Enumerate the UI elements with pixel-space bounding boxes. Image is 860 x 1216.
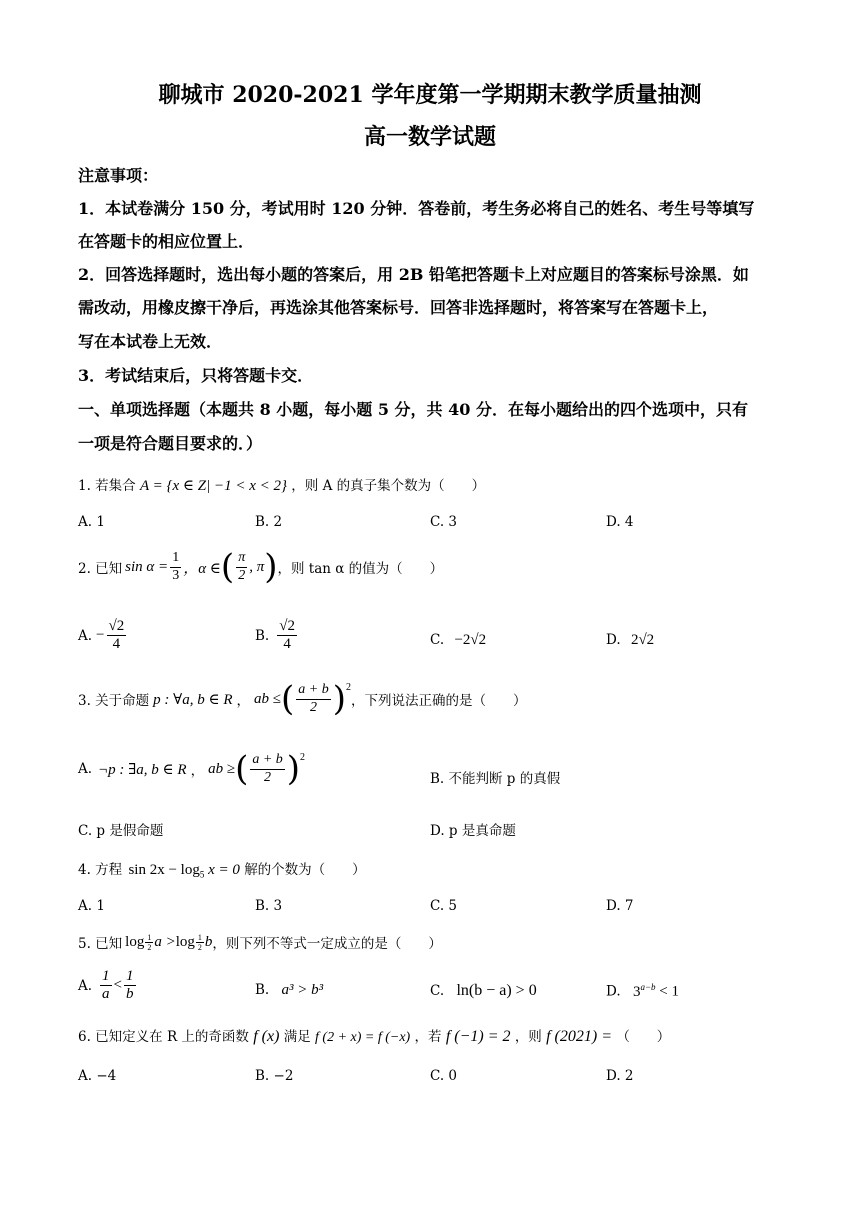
question-5-suffix: ，则下列不等式一定成立的是（ ） xyxy=(212,936,442,952)
question-3-math: p : ∀a, b ∈ R xyxy=(153,691,233,708)
question-3-option-a-math: ¬p : ∃a, b ∈ R xyxy=(98,761,187,778)
question-5-option-c xyxy=(430,982,537,1000)
question-6 xyxy=(78,1025,670,1046)
question-6-option-b: B. −2 xyxy=(255,1068,294,1084)
question-6-suffix: （ ） xyxy=(616,1029,671,1045)
question-5-option-d-tail: < 1 xyxy=(655,983,679,1000)
question-4-option-b: B. 3 xyxy=(255,898,283,914)
exam-title: 聊城市 2020-2021 学年度第一学期期末教学质量抽测 xyxy=(158,82,702,108)
question-3-option-a-power: 2 xyxy=(300,752,306,763)
question-5-option-c-label: C. xyxy=(430,983,445,999)
question-5-log-2-base-den: 2 xyxy=(197,942,202,952)
question-5-log-1-base-num: 1 xyxy=(147,932,152,942)
question-3-prefix: 3. 关于命题 xyxy=(78,693,150,709)
question-6-math-4: f (2021) = xyxy=(546,1028,613,1045)
question-5-option-a-lt: < xyxy=(113,977,123,994)
question-1-math: A = {x ∈ Z| −1 < x < 2} xyxy=(139,478,287,494)
question-3-option-c: C. p 是假命题 xyxy=(78,823,164,839)
question-3-option-a-comma: ， xyxy=(190,763,205,779)
notice-item-1-line-1: 1．本试卷满分 150 分，考试用时 120 分钟．答卷前，考生务必将自己的姓名、考生号等填写 xyxy=(78,199,755,218)
question-2-option-b-den: 4 xyxy=(283,636,291,653)
question-3-option-d: D. p 是真命题 xyxy=(430,823,516,839)
question-2-option-a-fraction xyxy=(107,618,127,654)
question-1-option-a: A. 1 xyxy=(78,514,105,530)
question-2-option-a-minus: − xyxy=(96,627,105,644)
question-3-math-2: ab ≤ xyxy=(254,690,281,707)
question-4-prefix: 4. 方程 xyxy=(78,862,123,878)
question-3-option-a-left-paren: ( xyxy=(235,749,249,789)
exam-subtitle: 高一数学试题 xyxy=(363,124,496,150)
question-5-option-a-den-1: a xyxy=(102,986,110,1003)
question-5-option-c-value: ln(b − a) > 0 xyxy=(456,982,537,999)
question-5-log-1: log xyxy=(125,933,145,950)
question-6-option-d: D. 2 xyxy=(606,1068,634,1084)
question-2-option-b-label: B. xyxy=(255,627,270,644)
question-5-option-d xyxy=(606,982,679,1001)
question-3-suffix: ，下列说法正确的是（ ） xyxy=(350,693,527,709)
question-1-option-d: D. 4 xyxy=(606,514,634,530)
question-4 xyxy=(78,858,366,880)
question-2-alpha-in: ，α ∈ xyxy=(183,560,221,577)
question-1-prefix: 1. 若集合 xyxy=(78,478,136,494)
question-5-option-b-value: a³ > b³ xyxy=(281,982,324,998)
question-4-suffix: 解的个数为（ ） xyxy=(244,862,366,878)
question-5-option-a-frac-1 xyxy=(100,968,112,1004)
question-6-math-1: f (x) xyxy=(253,1028,280,1045)
question-3-frac-num: a + b xyxy=(296,682,330,699)
question-2-left-paren: ( xyxy=(220,547,235,587)
question-3-left-paren: ( xyxy=(280,679,295,719)
section-1-heading-line-1: 一、单项选择题（本题共 8 小题，每小题 5 分，共 40 分．在每小题给出的四个选项中，只有 xyxy=(78,400,748,419)
question-6-option-c: C. 0 xyxy=(430,1068,458,1084)
question-2-option-b xyxy=(255,618,299,654)
question-6-math-2: f (2 + x) = f (−x) xyxy=(315,1030,411,1045)
question-3-option-a xyxy=(78,749,306,789)
question-5-option-a xyxy=(78,968,138,1004)
question-2-option-a-num: √2 xyxy=(107,618,127,636)
question-3 xyxy=(78,679,527,719)
question-2-option-d-value: 2√2 xyxy=(630,632,655,648)
question-3-option-a-math-2: ab ≥ xyxy=(208,760,236,777)
notice-item-3: 3．考试结束后，只将答题卡交． xyxy=(78,366,314,385)
question-2-pi-den: 2 xyxy=(238,567,246,583)
question-4-math-tail: x = 0 xyxy=(204,862,240,878)
question-4-option-c: C. 5 xyxy=(430,898,458,914)
question-3-option-a-frac-num: a + b xyxy=(250,752,284,769)
question-2-option-b-fraction xyxy=(277,618,297,654)
question-5-var-b: b xyxy=(204,933,213,950)
notice-heading: 注意事项： xyxy=(78,166,159,185)
question-5 xyxy=(78,932,442,952)
question-4-log-base: 5 xyxy=(199,869,205,880)
question-6-math-3: f (−1) = 2 xyxy=(445,1028,511,1045)
question-3-fraction xyxy=(296,682,330,715)
question-2-pi-num: π xyxy=(236,550,247,567)
notice-item-1-line-2: 在答题卡的相应位置上． xyxy=(78,232,255,251)
question-2-fraction xyxy=(170,550,181,583)
question-6-option-a: A. −4 xyxy=(78,1068,117,1084)
question-5-log-2: log xyxy=(175,933,195,950)
question-5-option-d-base: 3 xyxy=(632,983,641,1000)
question-4-option-d: D. 7 xyxy=(606,898,634,914)
section-1-heading-line-2: 一项是符合题目要求的．） xyxy=(78,434,263,453)
question-5-option-a-num-1: 1 xyxy=(100,968,112,986)
question-5-option-a-frac-2 xyxy=(124,968,136,1004)
question-2-sin: sin α = xyxy=(125,558,169,575)
question-3-right-paren: ) xyxy=(332,679,346,719)
question-4-math: sin 2x − log xyxy=(128,862,200,878)
question-5-var-a: a > xyxy=(154,933,176,950)
question-2-pi-tail: , π xyxy=(249,558,265,575)
question-3-comma: ， xyxy=(236,693,250,709)
question-6-mid-3: ，则 xyxy=(514,1029,542,1045)
question-2-option-d xyxy=(606,632,654,649)
question-2-option-c-value: −2√2 xyxy=(454,632,487,648)
question-5-option-a-label: A. xyxy=(78,977,93,994)
question-2-prefix: 2. 已知 xyxy=(78,561,123,577)
question-2-option-a-label: A. xyxy=(78,627,93,644)
question-2 xyxy=(78,547,444,587)
notice-item-2-line-1: 2．回答选择题时，选出每小题的答案后，用 2B 铅笔把答题卡上对应题目的答案标号涂黑．如 xyxy=(78,265,749,284)
question-5-prefix: 5. 已知 xyxy=(78,936,123,952)
question-2-frac-num: 1 xyxy=(170,550,181,567)
question-6-mid-1: 满足 xyxy=(283,1029,311,1045)
question-5-option-b xyxy=(255,982,323,999)
question-2-option-a xyxy=(78,618,128,654)
question-2-option-c-label: C. xyxy=(430,632,445,648)
question-3-option-a-fraction xyxy=(250,752,284,785)
question-5-log-2-base-num: 1 xyxy=(197,932,202,942)
question-5-option-b-label: B. xyxy=(255,982,270,998)
question-5-option-d-exponent: a−b xyxy=(640,982,656,992)
question-2-pi-fraction xyxy=(236,550,247,583)
question-2-frac-den: 3 xyxy=(172,567,180,583)
question-3-frac-den: 2 xyxy=(309,699,317,715)
question-3-power: 2 xyxy=(345,682,351,693)
question-3-option-a-label: A. xyxy=(78,761,93,777)
question-2-option-b-num: √2 xyxy=(277,618,297,636)
question-5-option-a-num-2: 1 xyxy=(124,968,136,986)
question-1-suffix: ，则 A 的真子集个数为（ ） xyxy=(291,478,486,494)
question-6-mid-2: ，若 xyxy=(414,1029,442,1045)
question-1 xyxy=(78,474,485,495)
question-2-right-paren: ) xyxy=(264,547,278,587)
question-5-option-a-den-2: b xyxy=(126,986,134,1003)
question-1-option-b: B. 2 xyxy=(255,514,283,530)
question-5-log-1-base-den: 2 xyxy=(147,942,152,952)
notice-item-2-line-3: 写在本试卷上无效． xyxy=(78,332,223,351)
question-5-log-2-base xyxy=(196,933,204,952)
question-2-option-a-den: 4 xyxy=(112,636,121,653)
notice-item-2-line-2: 需改动，用橡皮擦干净后，再选涂其他答案标号．回答非选择题时，将答案写在答题卡上， xyxy=(78,298,719,317)
question-3-option-a-right-paren: ) xyxy=(286,749,301,789)
question-6-prefix: 6. 已知定义在 R 上的奇函数 xyxy=(78,1029,249,1045)
question-2-option-c xyxy=(430,632,486,649)
question-1-option-c: C. 3 xyxy=(430,514,458,530)
question-2-suffix: ，则 tan α 的值为（ ） xyxy=(277,561,444,577)
question-5-log-1-base xyxy=(145,933,153,952)
question-2-option-d-label: D. xyxy=(606,632,621,648)
question-3-option-a-frac-den: 2 xyxy=(264,769,272,785)
question-5-option-d-label: D. xyxy=(606,983,621,1000)
question-4-option-a: A. 1 xyxy=(78,898,105,914)
question-3-option-b: B. 不能判断 p 的真假 xyxy=(430,771,561,787)
